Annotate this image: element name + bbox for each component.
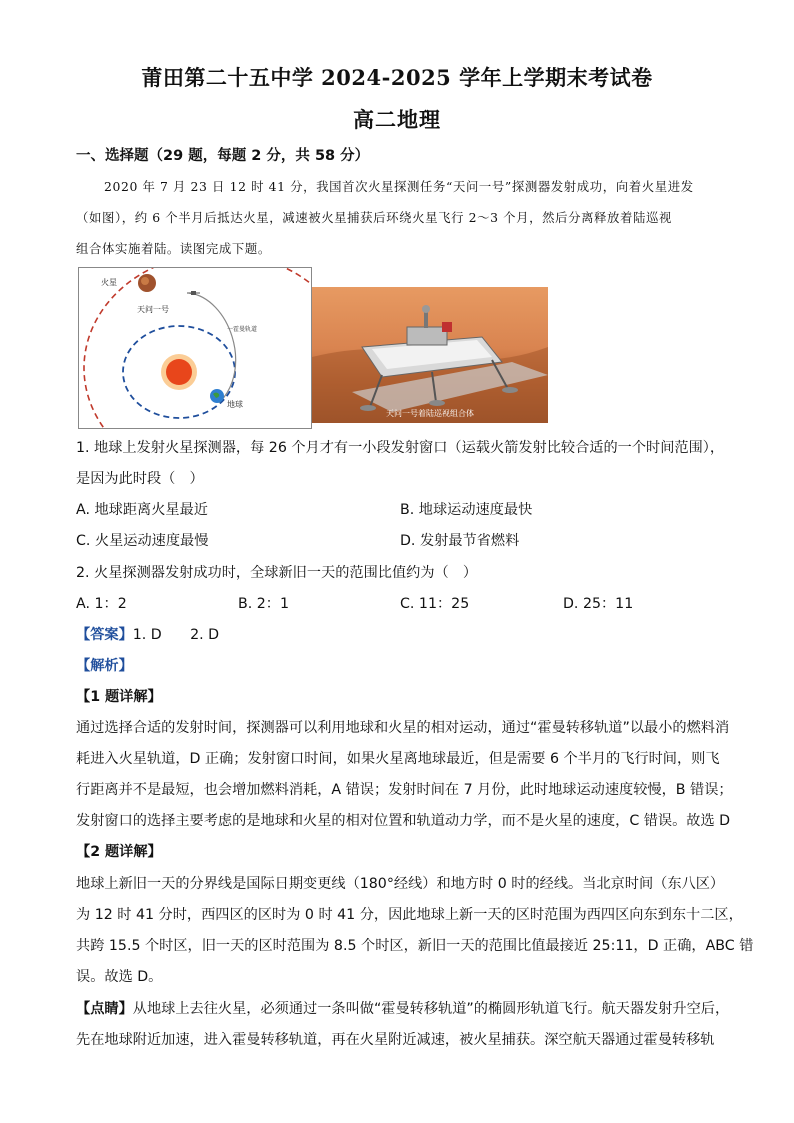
intro-line-2: （如图），约 6 个半月后抵达火星，减速被火星捕获后环绕火星飞行 2～3 个月，然后分离释放着陆巡视 bbox=[76, 210, 673, 225]
detail1-line-2: 耗进入火星轨道，D 正确；发射窗口时间，如果火星离地球最近，但是需要 6 个半月的飞行时间，则飞 bbox=[76, 751, 720, 767]
q1-option-d: D. 发射最节省燃料 bbox=[400, 533, 520, 549]
intro-line-3: 组合体实施着陆。读图完成下题。 bbox=[76, 241, 271, 256]
q2-option-d: D. 25：11 bbox=[563, 596, 634, 612]
subject-title: 高二地理 bbox=[353, 107, 441, 132]
label-orbit: 一霍曼轨道 bbox=[227, 326, 258, 333]
transfer-orbit-path bbox=[189, 293, 236, 403]
analysis-label: 【解析】 bbox=[76, 658, 133, 674]
earth-icon bbox=[210, 389, 224, 403]
label-probe: 天问一号 bbox=[137, 305, 169, 314]
section-heading: 一、选择题（29 题，每题 2 分，共 58 分） bbox=[76, 148, 370, 164]
detail1-line-4: 发射窗口的选择主要考虑的是地球和火星的相对位置和轨道动力学，而不是火星的速度，C 错误。故选 D bbox=[76, 813, 731, 829]
mars-icon bbox=[138, 274, 156, 292]
q2-stem: 2. 火星探测器发射成功时，全球新旧一天的范围比值约为（ ） bbox=[76, 565, 478, 581]
orbit-diagram bbox=[78, 267, 312, 429]
tip-text-1: 从地球上去往火星，必须通过一条叫做“霍曼转移轨道”的椭圆形轨道飞行。航天器发射升空后， bbox=[132, 1001, 730, 1017]
tip-line-2: 先在地球附近加速，进入霍曼转移轨道，再在火星附近减速，被火星捕获。深空航天器通过霍曼转移轨 bbox=[76, 1032, 715, 1048]
lander-photo bbox=[312, 287, 548, 423]
q1-stem-line-2: 是因为此时段（ ） bbox=[76, 471, 204, 487]
tip-label: 【点睛】 bbox=[76, 1001, 133, 1017]
q1-option-a: A. 地球距离火星最近 bbox=[76, 502, 208, 518]
detail2-line-4: 误。故选 D。 bbox=[76, 969, 163, 985]
detail1-line-1: 通过选择合适的发射时间，探测器可以利用地球和火星的相对运动，通过“霍曼转移轨道”以最小的燃料消 bbox=[76, 720, 730, 736]
q2-option-b: B. 2：1 bbox=[238, 596, 289, 612]
label-earth: 地球 bbox=[227, 400, 243, 409]
intro-line-1: 2020 年 7 月 23 日 12 时 41 分，我国首次火星探测任务“天问一号”探测器发射成功，向着火星进发 bbox=[104, 179, 694, 194]
exam-title: 莆田第二十五中学 2024-2025 学年上学期末考试卷 bbox=[141, 65, 653, 90]
photo-caption: 天问一号着陆巡视组合体 bbox=[386, 409, 474, 418]
q1-option-b: B. 地球运动速度最快 bbox=[400, 502, 533, 518]
tip-line-1 bbox=[76, 999, 729, 1019]
probe-icon bbox=[187, 291, 200, 295]
q1-stem-line-1: 1. 地球上发射火星探测器，每 26 个月才有一小段发射窗口（运载火箭发射比较合适的一个时间范围）， bbox=[76, 440, 725, 456]
detail1-label: 【1 题详解】 bbox=[76, 689, 162, 705]
label-mars: 火星 bbox=[101, 278, 117, 287]
detail2-line-2: 为 12 时 41 分时，西四区的区时为 0 时 41 分，因此地球上新一天的区时范围为西四区向东到东十二区， bbox=[76, 907, 743, 923]
answer-text: 1. D 2. D bbox=[132, 627, 220, 643]
q2-option-a: A. 1：2 bbox=[76, 596, 127, 612]
answer-label: 【答案】 bbox=[76, 627, 133, 643]
orbit-diagram-svg bbox=[79, 268, 311, 428]
detail2-line-3: 共跨 15.5 个时区，旧一天的区时范围为 8.5 个时区，新旧一天的范围比值最接近 25:11，D 正确，ABC 错 bbox=[76, 938, 754, 954]
mars-orbit bbox=[84, 268, 311, 428]
sun-icon bbox=[161, 354, 197, 390]
detail2-label: 【2 题详解】 bbox=[76, 844, 162, 860]
q2-option-c: C. 11：25 bbox=[400, 596, 470, 612]
detail1-line-3: 行距离并不是最短，也会增加燃料消耗，A 错误；发射时间在 7 月份，此时地球运动速度较慢，B 错误； bbox=[76, 782, 733, 798]
detail2-line-1: 地球上新旧一天的分界线是国际日期变更线（180°经线）和地方时 0 时的经线。当北京时间（东八区） bbox=[76, 876, 725, 892]
q1-option-c: C. 火星运动速度最慢 bbox=[76, 533, 209, 549]
answer-row bbox=[76, 625, 219, 645]
lander-illustration bbox=[312, 287, 548, 423]
